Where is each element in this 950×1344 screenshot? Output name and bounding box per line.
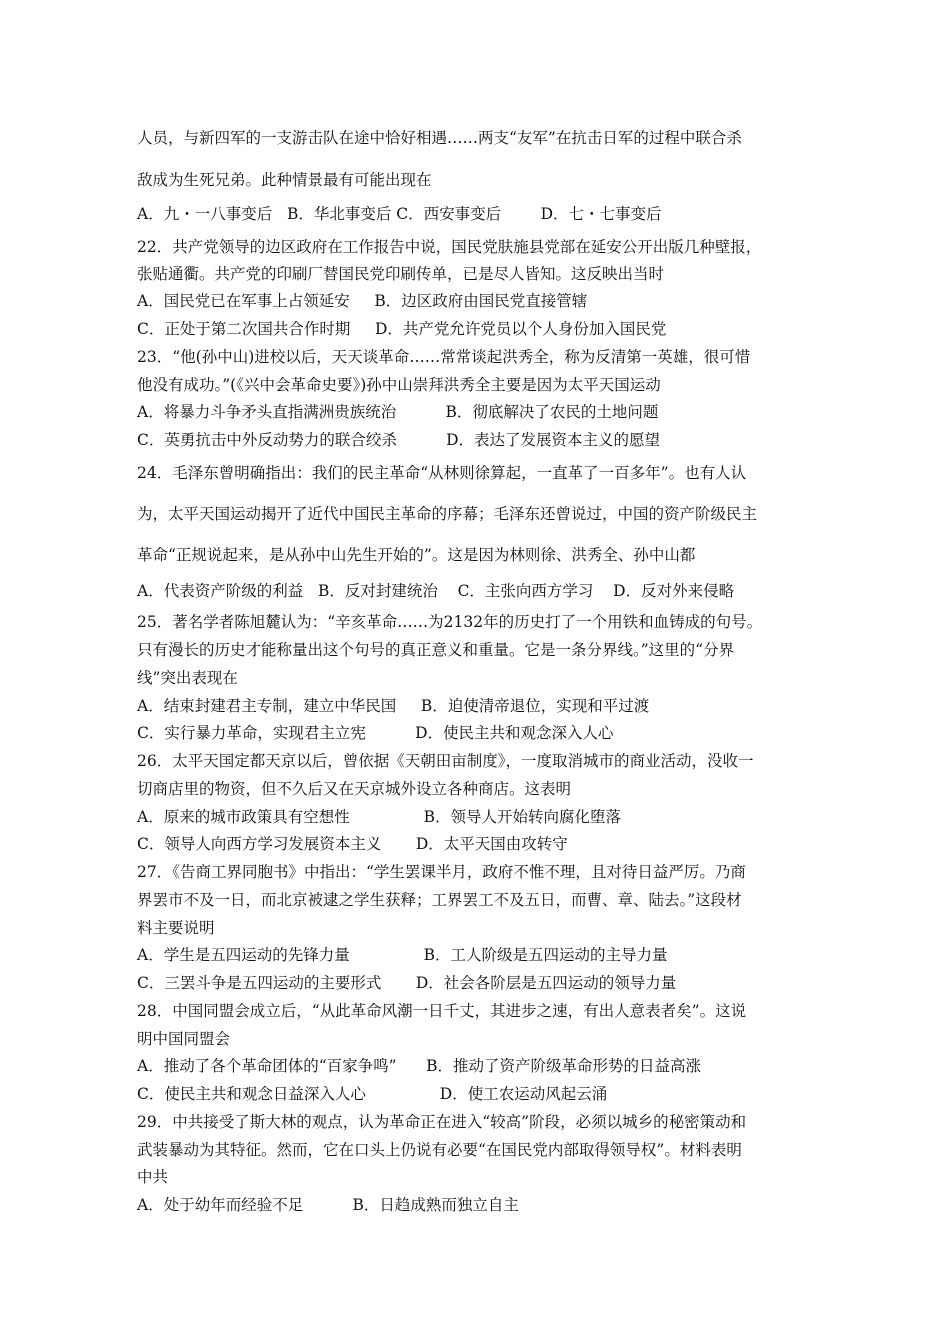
q26-options-ab: A．原来的城市政策具有空想性 B．领导人开始转向腐化堕落: [137, 808, 621, 826]
q24-text-line-3: 革命“正规说起来，是从孙中山先生开始的”。这是因为林则徐、洪秀全、孙中山都: [137, 546, 696, 564]
q27-text-line-1: 27．《告商工界同胞书》中指出：“学生罢课半月，政府不惟不理，且对待日益严厉。乃商: [137, 863, 746, 881]
q28-text-line-2: 明中国同盟会: [137, 1030, 231, 1048]
q23-text-line-2: 他没有成功。”(《兴中会革命史要》)孙中山崇拜洪秀全主要是因为太平天国运动: [137, 376, 661, 394]
q22-text-line-2: 张贴通衢。共产党的印刷厂替国民党印刷传单，已是尽人皆知。这反映出当时: [137, 265, 665, 283]
q25-text-line-1: 25．著名学者陈旭麓认为：“辛亥革命……为2132年的历史打了一个用铁和血铸成的句号。: [137, 613, 763, 631]
q24-options: A．代表资产阶级的利益 B．反对封建统治 C．主张向西方学习 D．反对外来侵略: [137, 582, 735, 600]
q27-options-ab: A．学生是五四运动的先锋力量 B．工人阶级是五四运动的主导力量: [137, 946, 668, 964]
q26-text-line-2: 切商店里的物资，但不久后又在天京城外设立各种商店。这表明: [137, 780, 572, 798]
q27-text-line-3: 料主要说明: [137, 919, 215, 937]
q29-text-line-1: 29．中共接受了斯大林的观点，认为革命正在进入“较高”阶段，必须以城乡的秘密策动和: [137, 1113, 747, 1131]
q25-text-line-2: 只有漫长的历史才能称量出这个句号的真正意义和重量。它是一条分界线。”这里的“分界: [137, 641, 735, 659]
q23-options-cd: C．英勇抗击中外反动势力的联合绞杀 D．表达了发展资本主义的愿望: [137, 431, 661, 449]
q25-text-line-3: 线”突出表现在: [137, 669, 238, 687]
q22-options-ab: A．国民党已在军事上占领延安 B．边区政府由国民党直接管辖: [137, 292, 588, 310]
q28-options-ab: A．推动了各个革命团体的“百家争鸣” B．推动了资产阶级革命形势的日益高涨: [137, 1057, 701, 1075]
q28-options-cd: C．使民主共和观念日益深入人心 D．使工农运动风起云涌: [137, 1085, 608, 1103]
q23-text-line-1: 23．“他(孙中山)进校以后，天天谈革命……常常谈起洪秀全，称为反清第一英雄，很可惜: [137, 348, 751, 366]
q21-options: A．九・一八事变后 B．华北事变后 C．西安事变后 D．七・七事变后: [137, 205, 662, 223]
q22-options-cd: C．正处于第二次国共合作时期 D．共产党允许党员以个人身份加入国民党: [137, 320, 667, 338]
q25-options-ab: A．结束封建君主专制，建立中华民国 B．迫使清帝退位，实现和平过渡: [137, 697, 650, 715]
q25-options-cd: C．实行暴力革命，实现君主立宪 D．使民主共和观念深入人心: [137, 724, 614, 742]
q24-text-line-1: 24．毛泽东曾明确指出：我们的民主革命“从林则徐算起，一直革了一百多年”。也有人认: [137, 464, 747, 482]
q29-text-line-3: 中共: [137, 1168, 169, 1186]
q22-text-line-1: 22．共产党领导的边区政府在工作报告中说，国民党肤施县党部在延安公开出版几种壁报，: [137, 238, 762, 256]
q24-text-line-2: 为，太平天国运动揭开了近代中国民主革命的序幕；毛泽东还曾说过，中国的资产阶级民主: [137, 505, 758, 523]
q26-text-line-1: 26．太平天国定都天京以后，曾依据《天朝田亩制度》，一度取消城市的商业活动，没收一: [137, 752, 754, 770]
q21-text-line-1: 人员，与新四军的一支游击队在途中恰好相遇……两支“友军”在抗击日军的过程中联合杀: [137, 129, 742, 147]
q29-options-ab: A．处于幼年而经验不足 B．日趋成熟而独立自主: [137, 1196, 519, 1214]
q21-text-line-2: 敌成为生死兄弟。此种情景最有可能出现在: [137, 171, 432, 189]
q27-text-line-2: 界罢市不及一日，而北京被逮之学生获释；工界罢工不及五日，而曹、章、陆去。”这段材: [137, 891, 742, 909]
q27-options-cd: C．三罢斗争是五四运动的主要形式 D．社会各阶层是五四运动的领导力量: [137, 974, 677, 992]
q26-options-cd: C．领导人向西方学习发展资本主义 D．太平天国由攻转守: [137, 835, 568, 853]
q28-text-line-1: 28．中国同盟会成立后，“从此革命风潮一日千丈，其进步之速，有出人意表者矣”。这说: [137, 1002, 747, 1020]
q23-options-ab: A．将暴力斗争矛头直指满洲贵族统治 B．彻底解决了农民的土地问题: [137, 403, 659, 421]
q29-text-line-2: 武装暴动为其特征。然而，它在口头上仍说有必要“在国民党内部取得领导权”。材料表明: [137, 1141, 742, 1159]
